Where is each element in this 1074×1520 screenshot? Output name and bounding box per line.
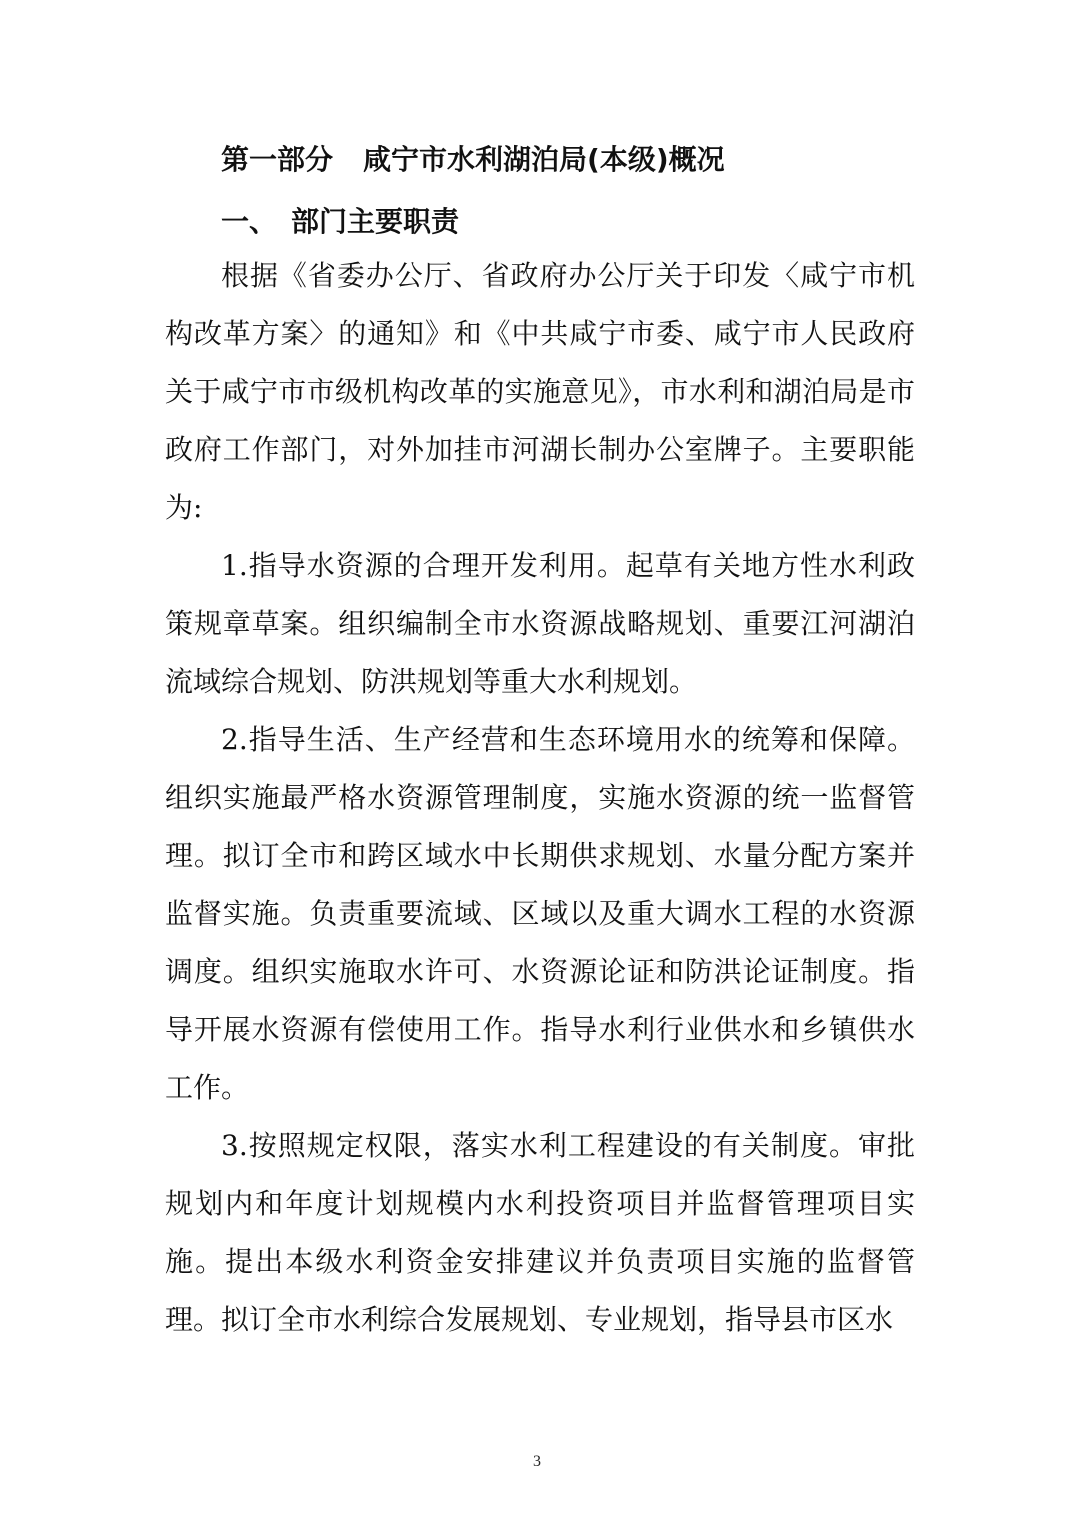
paragraph-duty-2: 2.指导生活、生产经营和生态环境用水的统筹和保障。组织实施最严格水资源管理制度，实施水资源的统一监督管理。拟订全市和跨区域水中长期供求规划、水量分配方案并监督实施。负责重要流域、区域以及重大调水工程的水资源调度。组织实施取水许可、水资源论证和防洪论证制度。指导开展水资源有偿使用工作。指导水利行业供水和乡镇供水工作。	[165, 723, 915, 1104]
paragraph-intro: 根据《省委办公厅、省政府办公厅关于印发〈咸宁市机构改革方案〉的通知》和《中共咸宁市委、咸宁市人民政府关于咸宁市市级机构改革的实施意见》，市水利和湖泊局是市政府工作部门，对外加挂市河湖长制办公室牌子。主要职能为:	[165, 259, 915, 524]
section-heading	[221, 202, 459, 242]
page-number: 3	[533, 1453, 541, 1470]
paragraph-duty-3: 3.按照规定权限，落实水利工程建设的有关制度。审批规划内和年度计划规模内水利投资项目并监督管理项目实施。提出本级水利资金安排建议并负责项目实施的监督管理。拟订全市水利综合发展规划、专业规划，指导县市区水	[165, 1129, 915, 1336]
part-label: 第一部分	[221, 143, 334, 176]
part-title: 咸宁市水利湖泊局(本级)概况	[363, 143, 725, 176]
section-number: 一、	[221, 205, 278, 238]
part-heading	[221, 140, 725, 180]
paragraph-duty-1: 1.指导水资源的合理开发利用。起草有关地方性水利政策规章草案。组织编制全市水资源战略规划、重要江河湖泊流域综合规划、防洪规划等重大水利规划。	[165, 549, 915, 698]
section-title: 部门主要职责	[291, 205, 460, 238]
